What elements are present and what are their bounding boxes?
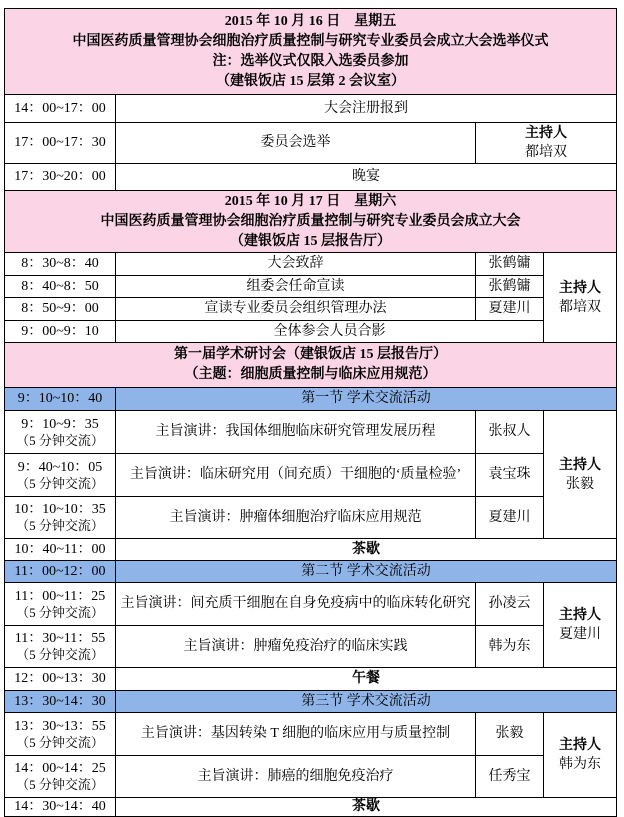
time-cell: 17：30~20：00 bbox=[5, 164, 116, 191]
table-row bbox=[5, 539, 617, 561]
time-note: （5 分钟交流） bbox=[16, 432, 104, 448]
time-note: （5 分钟交流） bbox=[16, 518, 104, 533]
time-range: 9：10~9：35 bbox=[21, 416, 99, 432]
table-row bbox=[5, 164, 617, 191]
time-range: 9：40~10：05 bbox=[17, 459, 103, 475]
keynote-talk-cell: 主旨演讲：基因转染 T 细胞的临床应用与质量控制 bbox=[116, 713, 476, 756]
host-name: 韩为东 bbox=[559, 757, 601, 772]
event-cell: 组委会任命宣读 bbox=[116, 276, 476, 298]
keynote-talk-cell: 主旨演讲：肺癌的细胞免疫治疗 bbox=[116, 756, 476, 798]
table-row bbox=[5, 454, 617, 497]
host-cell bbox=[476, 123, 617, 164]
host-name: 都培双 bbox=[559, 299, 601, 315]
time-range: 11：00~11：25 bbox=[14, 588, 106, 604]
table-row bbox=[5, 626, 617, 668]
keynote-talk-cell: 主旨演讲：临床研究用（间充质）干细胞的‘质量检验’ bbox=[116, 454, 476, 497]
host-name: 都培双 bbox=[525, 145, 567, 160]
table-row bbox=[5, 253, 617, 276]
speaker-cell: 夏建川 bbox=[476, 298, 544, 321]
event-cell: 晚宴 bbox=[116, 164, 617, 191]
time-cell: 11：00~12：00 bbox=[5, 561, 116, 583]
banner-line: 中国医药质量管理协会细胞治疗质量控制与研究专业委员会成立大会选举仪式 bbox=[72, 33, 549, 49]
banner-line: 中国医药质量管理协会细胞治疗质量控制与研究专业委员会成立大会 bbox=[100, 213, 521, 229]
banner-line: （建银饭店 15 层第 2 会议室） bbox=[216, 73, 405, 89]
speaker-cell: 张鹤镛 bbox=[476, 253, 544, 276]
time-note: （5 分钟交流） bbox=[16, 604, 104, 620]
host-cell bbox=[544, 713, 617, 798]
banner-line: （主题：细胞质量控制与临床应用规范） bbox=[184, 367, 437, 382]
table-row bbox=[5, 276, 617, 298]
host-cell bbox=[544, 583, 617, 668]
host-label: 主持人 bbox=[559, 457, 601, 473]
speaker-cell: 韩为东 bbox=[476, 626, 544, 668]
table-row bbox=[5, 298, 617, 321]
host-name: 张毅 bbox=[566, 476, 594, 492]
banner-line: 注：选举仪式仅限入选委员参加 bbox=[212, 53, 409, 69]
table-row bbox=[5, 343, 617, 388]
host-name: 夏建川 bbox=[559, 627, 601, 642]
event-cell: 午餐 bbox=[116, 668, 617, 691]
banner-line: （建银饭店 15 层报告厅） bbox=[230, 233, 391, 249]
banner-line: 第一届学术研讨会（建银饭店 15 层报告厅） bbox=[174, 347, 447, 362]
table-row bbox=[5, 321, 617, 343]
time-cell: 12：00~13：30 bbox=[5, 668, 116, 691]
keynote-talk-cell: 主旨演讲：肿瘤体细胞治疗临床应用规范 bbox=[116, 497, 476, 539]
table-row bbox=[5, 756, 617, 798]
section-header-cell: 第二节 学术交流活动 bbox=[116, 561, 617, 583]
speaker-cell: 夏建川 bbox=[476, 497, 544, 539]
table-row bbox=[5, 411, 617, 454]
time-note: （5 分钟交流） bbox=[16, 734, 104, 750]
time-cell: 8：50~9：00 bbox=[5, 298, 116, 321]
host-label: 主持人 bbox=[559, 738, 601, 753]
session-banner-cell bbox=[5, 9, 617, 95]
time-cell: 8：40~8：50 bbox=[5, 276, 116, 298]
event-cell: 大会致辞 bbox=[116, 253, 476, 276]
time-cell: 9：00~9：10 bbox=[5, 321, 116, 343]
table-row bbox=[5, 798, 617, 817]
table-row bbox=[5, 691, 617, 713]
time-cell: 9：10~10：40 bbox=[5, 388, 116, 411]
time-cell bbox=[5, 583, 116, 626]
time-note: （5 分钟交流） bbox=[16, 777, 104, 792]
section-header-cell: 第三节 学术交流活动 bbox=[116, 691, 617, 713]
time-cell bbox=[5, 454, 116, 497]
table-row bbox=[5, 713, 617, 756]
time-note: （5 分钟交流） bbox=[16, 647, 104, 662]
speaker-cell: 孙凌云 bbox=[476, 583, 544, 626]
time-cell: 10：40~11：00 bbox=[5, 539, 116, 561]
table-row bbox=[5, 388, 617, 411]
banner-line: 2015 年 10 月 16 日 星期五 bbox=[224, 13, 397, 29]
time-range: 11：30~11：55 bbox=[14, 631, 106, 646]
speaker-cell: 张叔人 bbox=[476, 411, 544, 454]
event-cell: 茶歇 bbox=[116, 798, 617, 817]
event-cell: 全体参会人员合影 bbox=[116, 321, 544, 343]
banner-line: 2015 年 10 月 17 日 星期六 bbox=[224, 193, 397, 209]
session-banner-cell bbox=[5, 343, 617, 388]
time-cell bbox=[5, 713, 116, 756]
table-row bbox=[5, 497, 617, 539]
time-note: （5 分钟交流） bbox=[16, 475, 104, 491]
event-cell: 茶歇 bbox=[116, 539, 617, 561]
keynote-talk-cell: 主旨演讲：肿瘤免疫治疗的临床实践 bbox=[116, 626, 476, 668]
time-cell: 14：00~17：00 bbox=[5, 95, 116, 123]
keynote-talk-cell: 主旨演讲：间充质干细胞在自身免疫病中的临床转化研究 bbox=[116, 583, 476, 626]
time-cell: 13：30~14：30 bbox=[5, 691, 116, 713]
time-cell bbox=[5, 756, 116, 798]
host-label: 主持人 bbox=[559, 280, 601, 296]
time-cell bbox=[5, 626, 116, 668]
table-row bbox=[5, 123, 617, 164]
table-row bbox=[5, 583, 617, 626]
time-cell bbox=[5, 411, 116, 454]
table-row bbox=[5, 561, 617, 583]
time-cell: 14：30~14：40 bbox=[5, 798, 116, 817]
speaker-cell: 任秀宝 bbox=[476, 756, 544, 798]
host-label: 主持人 bbox=[559, 608, 601, 623]
time-cell: 17：00~17：30 bbox=[5, 123, 116, 164]
event-cell: 委员会选举 bbox=[116, 123, 476, 164]
host-cell bbox=[544, 411, 617, 539]
session-banner-cell bbox=[5, 191, 617, 253]
time-range: 13：30~13：55 bbox=[14, 718, 106, 734]
speaker-cell: 袁宝珠 bbox=[476, 454, 544, 497]
table-row bbox=[5, 95, 617, 123]
section-header-cell: 第一节 学术交流活动 bbox=[116, 388, 617, 411]
time-range: 14：00~14：25 bbox=[14, 761, 106, 776]
table-row bbox=[5, 9, 617, 95]
speaker-cell: 张鹤镛 bbox=[476, 276, 544, 298]
table-row bbox=[5, 668, 617, 691]
time-range: 10：10~10：35 bbox=[14, 502, 106, 517]
time-cell bbox=[5, 497, 116, 539]
conference-schedule-table bbox=[4, 8, 617, 817]
schedule-table-body bbox=[5, 9, 617, 817]
host-label: 主持人 bbox=[525, 126, 567, 141]
time-cell: 8：30~8：40 bbox=[5, 253, 116, 276]
table-row bbox=[5, 191, 617, 253]
event-cell: 大会注册报到 bbox=[116, 95, 617, 123]
speaker-cell: 张毅 bbox=[476, 713, 544, 756]
host-cell bbox=[544, 253, 617, 343]
keynote-talk-cell: 主旨演讲：我国体细胞临床研究管理发展历程 bbox=[116, 411, 476, 454]
event-cell: 宣读专业委员会组织管理办法 bbox=[116, 298, 476, 321]
